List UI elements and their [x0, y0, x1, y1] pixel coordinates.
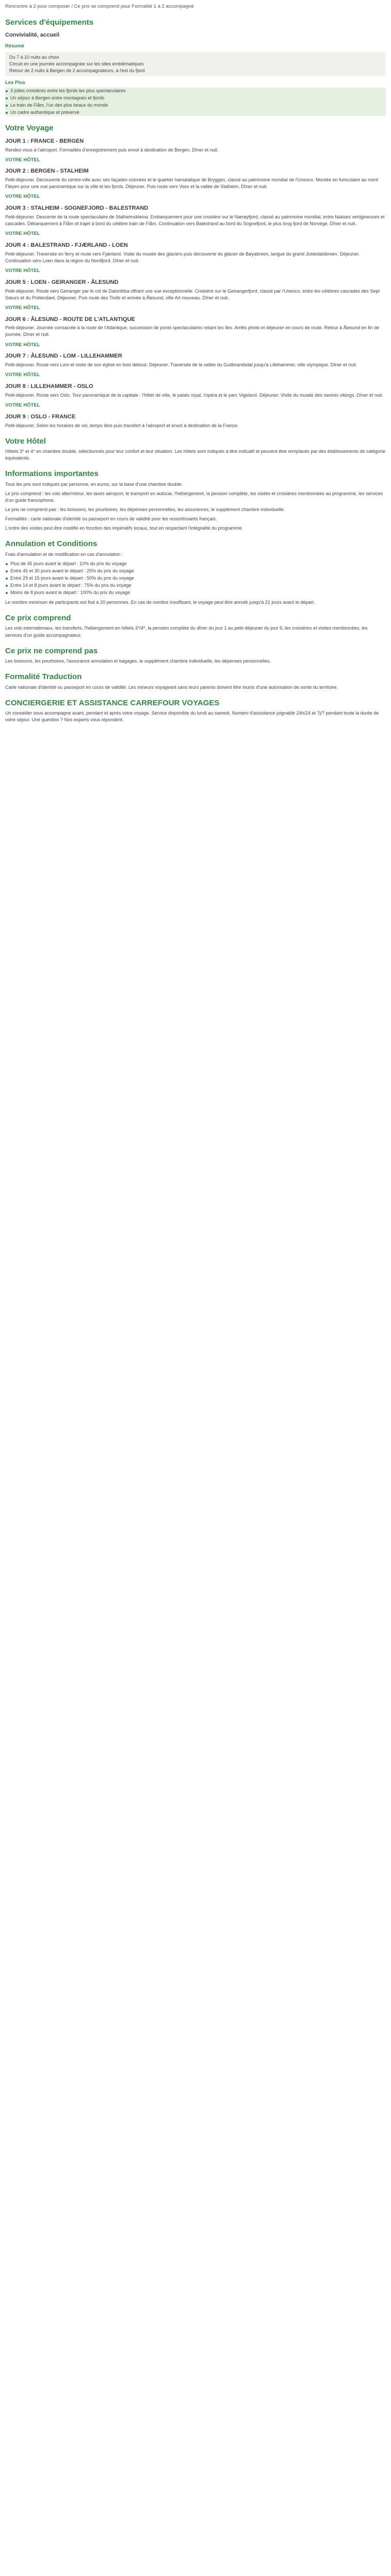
day-section	[5, 352, 386, 379]
day-text: Petit-déjeuner. Route vers Lom et visite de son église en bois debout. Déjeuner. Traversée de la vallée du Gudbrandsdal jusqu'à Lillehammer, ville olympique. Dîner et nuit.	[5, 362, 357, 368]
annulation-intro: Frais d'annulation et de modification en cas d'annulation :	[5, 551, 123, 557]
day-title: JOUR 7 : ÅLESUND - LOM - LILLEHAMMER	[5, 353, 122, 360]
day-section	[5, 279, 386, 312]
resume-line: Du 7 à 10 nuits au choix	[9, 54, 59, 60]
day-title: JOUR 2 : BERGEN - STALHEIM	[5, 168, 89, 175]
day-hotel-label: VOTRE HÔTEL	[5, 304, 40, 311]
day-title: JOUR 9 : OSLO - FRANCE	[5, 413, 76, 420]
day-section	[5, 167, 386, 200]
annulation-heading: Annulation et Conditions	[5, 539, 97, 549]
list-item: Entre 29 et 15 jours avant le départ : 50% du prix du voyage	[5, 575, 386, 582]
day-title: JOUR 8 : LILLEHAMMER - OSLO	[5, 383, 93, 390]
resume-line: Circuit en une journée accompagnée sur les sites emblématiques	[9, 61, 144, 67]
day-text: Petit-déjeuner. Descente de la route spectaculaire de Stalheimskleiva. Embarquement pour une croisière sur le Nærøyfjord, classé au patrimoine mondial, entre falaises vertigineuses et cascades. Débarquement à Flåm et trajet à bord du célèbre train de Flåm. Continuation vers Balestrand au bord du Sognefjord, le plus long fjord de Norvège. Dîner et nuit.	[5, 214, 385, 227]
non-compris-heading: Ce prix ne comprend pas	[5, 646, 98, 655]
list-item: 3 jolies croisières entre les fjords les plus spectaculaires	[5, 88, 386, 94]
services-heading: Services d'équipements	[5, 18, 94, 27]
day-title: JOUR 5 : LOEN - GEIRANGER - ÅLESUND	[5, 279, 119, 285]
day-section	[5, 242, 386, 275]
resume-box	[5, 52, 386, 76]
day-hotel-label: VOTRE HÔTEL	[5, 402, 40, 409]
day-title: JOUR 4 : BALESTRAND - FJÆRLAND - LOEN	[5, 242, 128, 248]
les-plus-label: Les Plus	[5, 80, 26, 86]
day-section	[5, 138, 386, 164]
day-text: Petit-déjeuner. Journée consacrée à la route de l'Atlantique, succession de ponts spectaculaires reliant les îles. Arrêts photo et déjeuner en cours de route. Retour à Ålesund en fin de journée. Dîner et nuit.	[5, 325, 380, 337]
hotel-text: Hôtels 3* et 4* en chambre double, sélectionnés pour leur confort et leur situation. Les hôtels sont indiqués à titre indicatif et peuvent être remplacés par des établissements de catégorie équivalente.	[5, 449, 385, 461]
list-item: Le train de Flåm, l'un des plus beaux du monde	[5, 102, 386, 109]
hotel-heading: Votre Hôtel	[5, 436, 46, 446]
day-text: Petit-déjeuner. Selon les horaires de vol, temps libre puis transfert à l'aéroport et envol à destination de la France.	[5, 422, 239, 428]
info-paragraph: Le prix comprend : les vols aller/retour, les taxes aéroport, le transport en autocar, l'hébergement, la pension complète, les visites et croisières mentionnées au programme, les services d'un guide francophone.	[5, 490, 383, 503]
resume-line: Retour de 2 nuits à Bergen de 2 accompagnateurs, à l'est du fjord	[9, 68, 145, 74]
non-compris-text: Les boissons, les pourboires, l'assurance annulation et bagages, le supplément chambre individuelle, les dépenses personnelles.	[5, 658, 271, 664]
day-text: Petit-déjeuner. Découverte du centre-ville avec ses façades colorées et le quartier hanséatique de Bryggen, classé au patrimoine mondial de l'Unesco. Montée en funiculaire au mont Fløyen pour une vue panoramique sur la ville et les fjords. Déjeuner. Puis route vers Voss et la vallée de Stalheim. Dîner et nuit.	[5, 177, 379, 190]
resume-label: Résumé	[5, 43, 24, 49]
day-section	[5, 383, 386, 409]
votre-voyage-heading: Votre Voyage	[5, 124, 54, 133]
compris-text: Les vols internationaux, les transferts, l'hébergement en hôtels 3*/4*, la pension complète du dîner du jour 1 au petit-déjeuner du jour 9, les croisières et visites mentionnées, les services d'un guide accompagnateur.	[5, 625, 368, 638]
day-text: Rendez-vous à l'aéroport. Formalités d'enregistrement puis envol à destination de Bergen. Dîner et nuit.	[5, 147, 219, 152]
list-item: Moins de 8 jours avant le départ : 100% du prix du voyage	[5, 589, 386, 596]
page	[0, 0, 391, 733]
formalite-heading: Formalité Traduction	[5, 672, 82, 682]
day-hotel-label: VOTRE HÔTEL	[5, 194, 40, 200]
day-text: Petit-déjeuner. Route vers Geiranger par le col de Dalsnibba offrant une vue exceptionnelle. Croisière sur le Geirangerfjord, classé par l'Unesco, entre les célèbres cascades des Sept Sœurs et du Prétendant. Déjeuner. Puis route des Trolls et arrivée à Ålesund, ville Art nouveau. Dîner et nuit.	[5, 288, 380, 300]
list-item: Entre 14 et 8 jours avant le départ : 75% du prix du voyage	[5, 582, 386, 589]
intro-text: Rencontre à 2 pour composer / Ce prix se comprend pour Formalité 1 à 2 accompagné	[5, 4, 194, 9]
day-hotel-label: VOTRE HÔTEL	[5, 342, 40, 348]
day-title: JOUR 1 : FRANCE - BERGEN	[5, 138, 84, 144]
list-item: Entre 45 et 30 jours avant le départ : 25% du prix du voyage	[5, 568, 386, 574]
conciergerie-heading: CONCIERGERIE ET ASSISTANCE CARREFOUR VOYAGES	[5, 698, 220, 707]
list-item: Un séjour à Bergen entre montagnes et fjords	[5, 95, 386, 101]
day-text: Petit-déjeuner. Traversée en ferry et route vers Fjærland. Visite du musée des glaciers puis découverte du glacier de Bøyabreen, langue du grand Jostedalsbreen. Déjeuner. Continuation vers Loen dans la région du Nordfjord. Dîner et nuit.	[5, 251, 360, 263]
info-heading: Informations importantes	[5, 469, 99, 479]
day-section	[5, 413, 386, 429]
day-text: Petit-déjeuner. Route vers Oslo. Tour panoramique de la capitale : l'hôtel de ville, le palais royal, l'opéra et le parc Vigeland. Déjeuner. Visite du musée des navires vikings. Dîner et nuit.	[5, 392, 383, 398]
day-section	[5, 205, 386, 238]
info-paragraph: Le prix ne comprend pas : les boissons, les pourboires, les dépenses personnelles, les assurances, le supplément chambre individuelle.	[5, 507, 285, 513]
info-paragraph: Tous les prix sont indiqués par personne, en euros, sur la base d'une chambre double.	[5, 481, 183, 487]
day-hotel-label: VOTRE HÔTEL	[5, 157, 40, 163]
annulation-outro: Le nombre minimum de participants est fixé à 20 personnes. En cas de nombre insuffisant, le voyage peut être annulé jusqu'à 21 jours avant le départ.	[5, 599, 315, 605]
day-hotel-label: VOTRE HÔTEL	[5, 372, 40, 378]
annulation-list	[5, 561, 386, 596]
accompagnement-heading: Convivialité, accueil	[5, 32, 60, 39]
conciergerie-text: Un conseiller vous accompagne avant, pendant et après votre voyage. Service disponible du lundi au samedi. Numéro d'assistance joignable 24h/24 et 7j/7 pendant toute la durée de votre séjour. Une question ? Nos experts vous répondent.	[5, 710, 379, 723]
info-paragraph: L'ordre des visites peut être modifié en fonction des impératifs locaux, tout en respectant l'intégralité du programme.	[5, 526, 243, 531]
day-section	[5, 316, 386, 349]
day-title: JOUR 3 : STALHEIM - SOGNEFJORD - BALESTRAND	[5, 205, 149, 212]
list-item: Un cadre authentique et préservé	[5, 109, 386, 116]
les-plus-list	[5, 88, 386, 116]
day-title: JOUR 6 : ÅLESUND - ROUTE DE L'ATLANTIQUE	[5, 316, 135, 323]
list-item: Plus de 45 jours avant le départ : 10% du prix du voyage	[5, 561, 386, 567]
compris-heading: Ce prix comprend	[5, 613, 71, 622]
formalite-text: Carte nationale d'identité ou passeport en cours de validité. Les mineurs voyageant sans leurs parents doivent être munis d'une autorisation de sortie du territoire.	[5, 684, 338, 690]
day-hotel-label: VOTRE HÔTEL	[5, 267, 40, 274]
info-paragraph: Formalités : carte nationale d'identité ou passeport en cours de validité pour les ressortissants français.	[5, 516, 217, 522]
day-hotel-label: VOTRE HÔTEL	[5, 231, 40, 237]
